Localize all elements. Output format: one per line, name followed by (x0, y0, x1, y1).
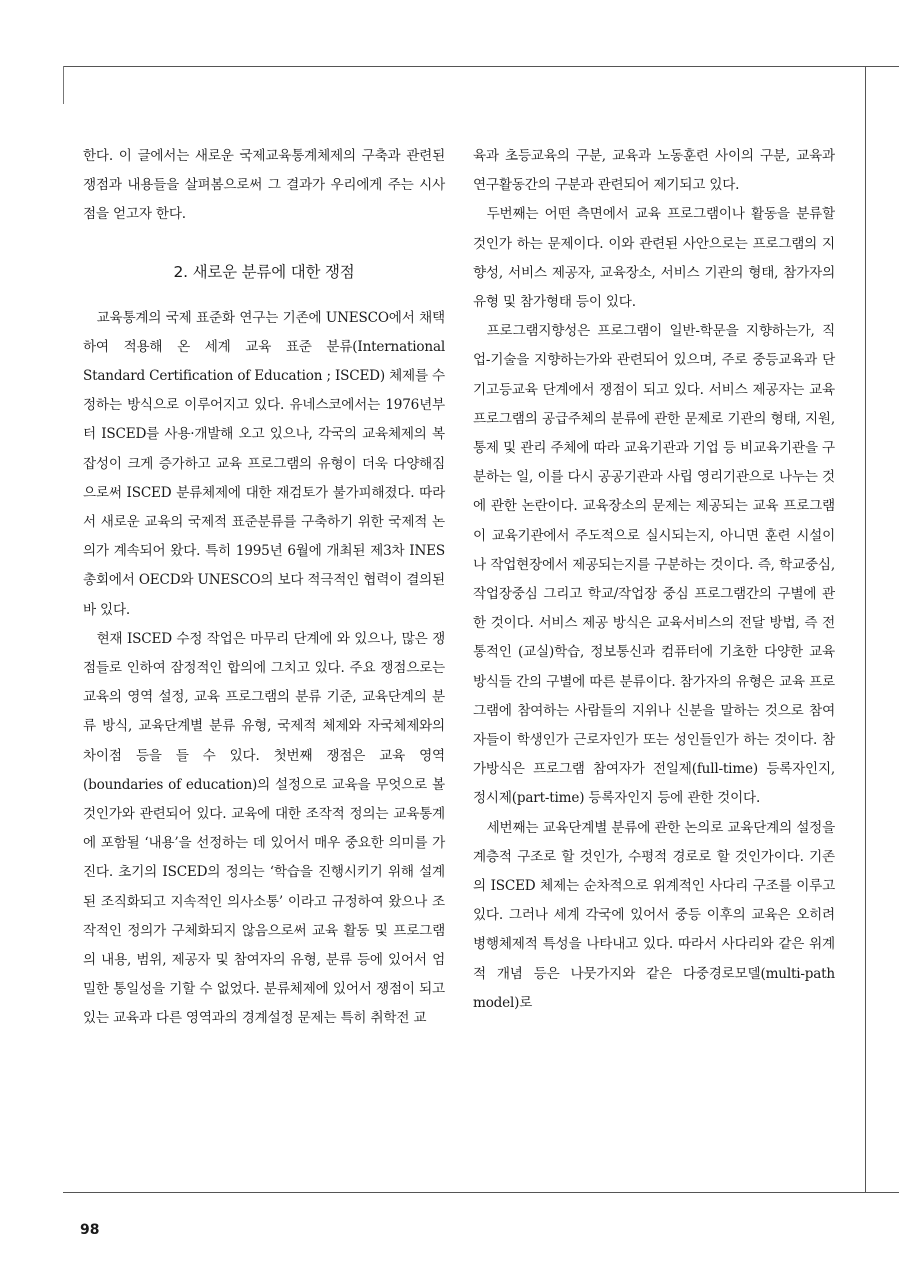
right-margin-rule (865, 66, 866, 1192)
right-paragraph-2: 두번째는 어떤 측면에서 교육 프로그램이나 활동을 분류할 것인가 하는 문제이다. 이와 관련된 사안으로는 프로그램의 지향성, 서비스 제공자, 교육장소, 서비스 기관의 형태, 참가자의 유형 및 참가형태 등이 있다. (473, 206, 835, 311)
right-paragraph-1: 육과 초등교육의 구분, 교육과 노동훈련 사이의 구분, 교육과 연구활동간의 구분과 관련되어 제기되고 있다. (473, 148, 835, 194)
right-paragraph-4: 세번째는 교육단계별 분류에 관한 논의로 교육단계의 설정을 계층적 구조로 할 것인가, 수평적 경로로 할 것인가이다. 기존의 ISCED 체제는 순차적으로 위계적인 사다리 구조를 이루고 있다. 그러나 세계 각국에 있어서 중등 이후의 교육은 오히려 병행체제적 특성을 나타내고 있다. 따라서 사다리와 같은 위계적 개념 등은 나뭇가지와 같은 다중경로모델(multi-path model)로 (473, 819, 835, 1011)
page-number: 98 (80, 1222, 100, 1238)
top-rule (63, 66, 899, 67)
right-column (473, 142, 835, 1018)
left-column (83, 142, 445, 1034)
right-paragraph-3: 프로그램지향성은 프로그램이 일반-학문을 지향하는가, 직업-기술을 지향하는가와 관련되어 있으며, 주로 중등교육과 단기고등교육 단계에서 쟁점이 되고 있다. 서비스 제공자는 교육 프로그램의 공급주체의 분류에 관한 문제로 기관의 형태, 지원, 통제 및 관리 주체에 따라 교육기관과 기업 등 비교육기관을 구분하는 일, 이를 다시 공공기관과 사립 영리기관으로 나누는 것에 관한 논란이다. 교육장소의 문제는 제공되는 교육 프로그램이 교육기관에서 주도적으로 실시되는지, 아니면 훈련 시설이나 작업현장에서 제공되는지를 구분하는 것이다. 즉, 학교중심, 작업장중심 그리고 학교/작업장 중심 프로그램간의 구별에 관한 것이다. 서비스 제공 방식은 교육서비스의 전달 방법, 즉 전통적인 (교실)학습, 정보통신과 컴퓨터에 기초한 다양한 교육방식들 간의 구별에 따른 분류이다. 참가자의 유형은 교육 프로그램에 참여하는 사람들의 지위나 신분을 말하는 것으로 참여자들이 학생인가 근로자인가 또는 성인들인가 하는 것이다. 참가방식은 프로그램 참여자가 전일제(full-time) 등록자인지, 정시제(part-time) 등록자인지 등에 관한 것이다. (473, 323, 835, 807)
section-title: 2. 새로운 분류에 대한 쟁점 (173, 262, 355, 281)
left-paragraph-3: 현재 ISCED 수정 작업은 마무리 단계에 와 있으나, 많은 쟁점들로 인하여 잠정적인 합의에 그치고 있다. 주요 쟁점으로는 교육의 영역 설정, 교육 프로그램의 분류 기준, 교육단계의 분류 방식, 교육단계별 분류 유형, 국제적 체제와 자국체제와의 차이점 등을 들 수 있다. 첫번째 쟁점은 교육 영역(boundaries of education)의 설정으로 교육을 무엇으로 볼 것인가와 관련되어 있다. 교육에 대한 조작적 정의는 교육통계에 포함될 ‘내용’을 선정하는 데 있어서 매우 중요한 의미를 가진다. 초기의 ISCED의 정의는 ‘학습을 진행시키기 위해 설계된 조직화되고 지속적인 의사소통’ 이라고 규정하여 왔으나 조작적인 정의가 구체화되지 않음으로써 교육 활동 및 프로그램의 내용, 범위, 제공자 및 참여자의 유형, 분류 등에 있어서 엄밀한 통일성을 기할 수 없었다. 분류체제에 있어서 쟁점이 되고 있는 교육과 다른 영역과의 경계설정 문제는 특히 취학전 교 (83, 630, 445, 1027)
bottom-rule (63, 1192, 899, 1193)
left-paragraph-2: 교육통계의 국제 표준화 연구는 기존에 UNESCO에서 채택하여 적용해 온 세계 교육 표준 분류(International Standard Certification of Education ; ISCED) 체제를 수정하는 방식으로 이루어지고 있다. 유네스코에서는 1976년부터 ISCED를 사용·개발해 오고 있으나, 각국의 교육체제의 복잡성이 크게 증가하고 교육 프로그램의 유형이 더욱 다양해짐으로써 ISCED 분류체제에 대한 재검토가 불가피해졌다. 따라서 새로운 교육의 국제적 표준분류를 구축하기 위한 국제적 논의가 계속되어 왔다. 특히 1995년 6월에 개최된 제3차 INES 총회에서 OECD와 UNESCO의 보다 적극적인 협력이 결의된 바 있다. (83, 309, 445, 618)
left-rule-tick (63, 66, 64, 104)
left-paragraph-1: 한다. 이 글에서는 새로운 국제교육통계체제의 구축과 관련된 쟁점과 내용들을 살펴봄으로써 그 결과가 우리에게 주는 시사점을 얻고자 한다. (83, 148, 445, 223)
